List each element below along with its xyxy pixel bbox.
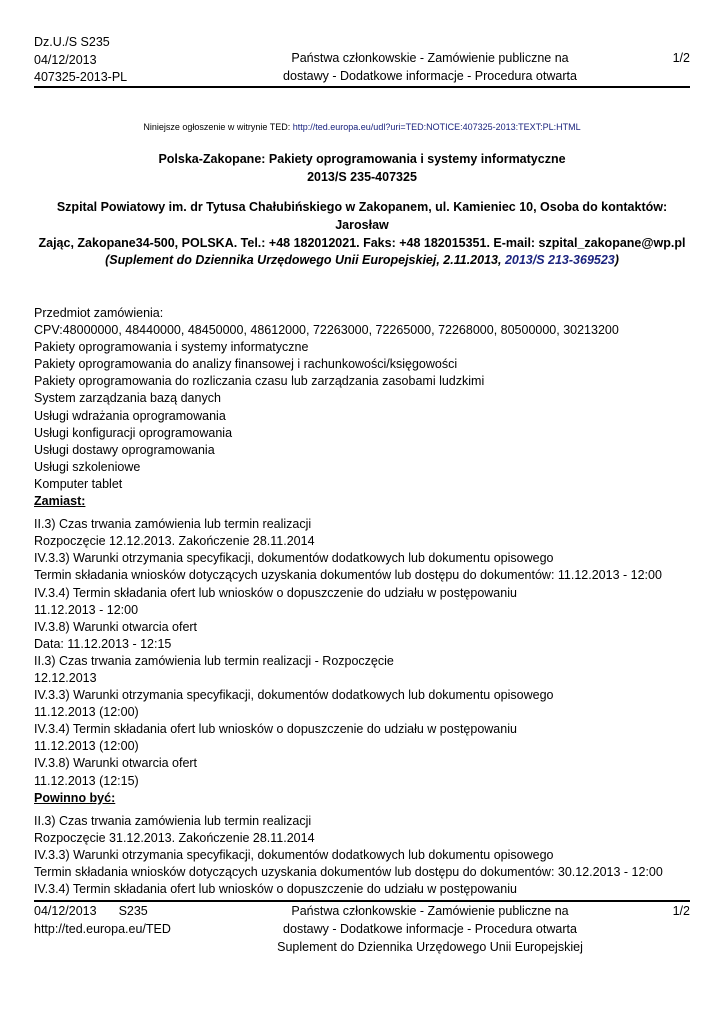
footer-date-series	[34, 902, 171, 920]
instead-line: IV.3.4) Termin składania ofert lub wniosków o dopuszczenie do udziału w postępowaniu	[34, 722, 517, 737]
notice-title-line1: Polska-Zakopane: Pakiety oprogramowania i systemy informatyczne	[158, 152, 566, 166]
instead-line: IV.3.3) Warunki otrzymania specyfikacji, dokumentów dodatkowych lub dokumentu opisowego	[34, 551, 554, 566]
instead-line: 11.12.2013 (12:00)	[34, 739, 139, 754]
subject-line: Pakiety oprogramowania do analizy finansowej i rachunkowości/księgowości	[34, 357, 458, 372]
footer-site[interactable]: http://ted.europa.eu/TED	[34, 922, 171, 936]
should-line: Rozpoczęcie 31.12.2013. Zakończenie 28.11.2014	[34, 830, 315, 845]
instead-line: IV.3.3) Warunki otrzymania specyfikacji, dokumentów dodatkowych lub dokumentu opisowego	[34, 688, 554, 703]
header-page-number: 1/2	[672, 51, 690, 65]
supplement-text: (Suplement do Dziennika Urzędowego Unii Europejskiej, 2.11.2013,	[105, 253, 505, 267]
subject-line: CPV:48000000, 48440000, 48450000, 48612000, 72263000, 72265000, 72268000, 80500000, 30213200	[34, 323, 619, 338]
header-doc-id: 407325-2013-PL	[34, 70, 128, 84]
subject-line: Usługi dostawy oprogramowania	[34, 442, 215, 457]
subject-section	[34, 305, 694, 493]
instead-line: IV.3.4) Termin składania ofert lub wniosków o dopuszczenie do udziału w postępowaniu	[34, 585, 517, 600]
supplement-close: )	[614, 253, 619, 267]
footer-page-number: 1/2	[672, 904, 690, 918]
subject-line: System zarządzania bazą danych	[34, 391, 221, 406]
supplement-reference	[34, 253, 690, 267]
should-section	[34, 813, 694, 898]
header-journal: Dz.U./S S235	[34, 35, 110, 49]
subject-line: Pakiety oprogramowania i systemy informatyczne	[34, 340, 309, 355]
contracting-authority	[34, 198, 690, 252]
subject-line: Komputer tablet	[34, 476, 123, 491]
header-title-line1: Państwa członkowskie - Zamówienie publiczne na	[291, 51, 569, 65]
should-heading: Powinno być:	[34, 790, 116, 805]
footer-series: S235	[118, 904, 148, 918]
ted-notice	[34, 122, 690, 132]
subject-line: Przedmiot zamówienia:	[34, 306, 164, 320]
instead-line: IV.3.8) Warunki otwarcia ofert	[34, 619, 198, 634]
subject-line: Usługi wdrażania oprogramowania	[34, 408, 226, 423]
should-line: IV.3.3) Warunki otrzymania specyfikacji, dokumentów dodatkowych lub dokumentu opisowego	[34, 847, 554, 862]
should-line: II.3) Czas trwania zamówienia lub termin realizacji	[34, 813, 312, 828]
footer-title-line1: Państwa członkowskie - Zamówienie publiczne na	[291, 904, 569, 918]
notice-title-line2: 2013/S 235-407325	[307, 169, 417, 184]
header-divider	[34, 86, 690, 88]
instead-line: IV.3.8) Warunki otwarcia ofert	[34, 756, 198, 771]
instead-line: 11.12.2013 (12:15)	[34, 773, 139, 788]
page-footer	[34, 902, 690, 962]
subject-line: Usługi szkoleniowe	[34, 459, 141, 474]
ted-notice-link[interactable]: http://ted.europa.eu/udl?uri=TED:NOTICE:407325-2013:TEXT:PL:HTML	[292, 122, 581, 132]
notice-body	[34, 305, 694, 898]
ted-notice-prefix: Niniejsze ogłoszenie w witrynie TED:	[143, 122, 293, 132]
header-title-line2: dostawy - Dodatkowe informacje - Procedura otwarta	[283, 68, 577, 83]
page-header	[34, 32, 690, 88]
instead-section	[34, 516, 694, 790]
instead-line: Data: 11.12.2013 - 12:15	[34, 636, 172, 651]
should-line: IV.3.4) Termin składania ofert lub wniosków o dopuszczenie do udziału w postępowaniu	[34, 882, 517, 897]
header-title	[234, 50, 626, 85]
footer-date: 04/12/2013	[34, 904, 97, 918]
contracting-line2: Zając, Zakopane34-500, POLSKA. Tel.: +48 182012021. Faks: +48 182015351. E-mail: szpital_zakopane@wp.pl	[38, 236, 686, 250]
instead-line: Rozpoczęcie 12.12.2013. Zakończenie 28.11.2014	[34, 534, 315, 549]
footer-meta	[34, 902, 171, 938]
should-line: Termin składania wniosków dotyczących uzyskania dokumentów lub dostępu do dokumentów: 30.12.2013 - 12:00	[34, 865, 663, 879]
instead-line: 11.12.2013 (12:00)	[34, 705, 139, 720]
footer-title-line3: Suplement do Dziennika Urzędowego Unii Europejskiej	[277, 940, 583, 954]
header-date: 04/12/2013	[34, 52, 97, 67]
instead-line: 12.12.2013	[34, 670, 97, 685]
subject-line: Usługi konfiguracji oprogramowania	[34, 425, 233, 440]
footer-title-line2: dostawy - Dodatkowe informacje - Procedura otwarta	[283, 922, 577, 936]
header-meta	[34, 34, 127, 87]
contracting-line1: Szpital Powiatowy im. dr Tytusa Chałubińskiego w Zakopanem, ul. Kamieniec 10, Osoba do kontaktów: Jarosław	[56, 200, 668, 232]
instead-line: II.3) Czas trwania zamówienia lub termin realizacji	[34, 517, 312, 532]
instead-line: Termin składania wniosków dotyczących uzyskania dokumentów lub dostępu do dokumentów: 11.12.2013 - 12:00	[34, 568, 662, 583]
subject-line: Pakiety oprogramowania do rozliczania czasu lub zarządzania zasobami ludzkimi	[34, 374, 485, 389]
notice-title	[34, 151, 690, 186]
instead-line: 11.12.2013 - 12:00	[34, 602, 139, 617]
footer-title	[234, 902, 626, 956]
instead-heading: Zamiast:	[34, 494, 86, 509]
instead-line: II.3) Czas trwania zamówienia lub termin realizacji - Rozpoczęcie	[34, 653, 394, 668]
supplement-ref-link[interactable]: 2013/S 213-369523	[504, 253, 615, 267]
